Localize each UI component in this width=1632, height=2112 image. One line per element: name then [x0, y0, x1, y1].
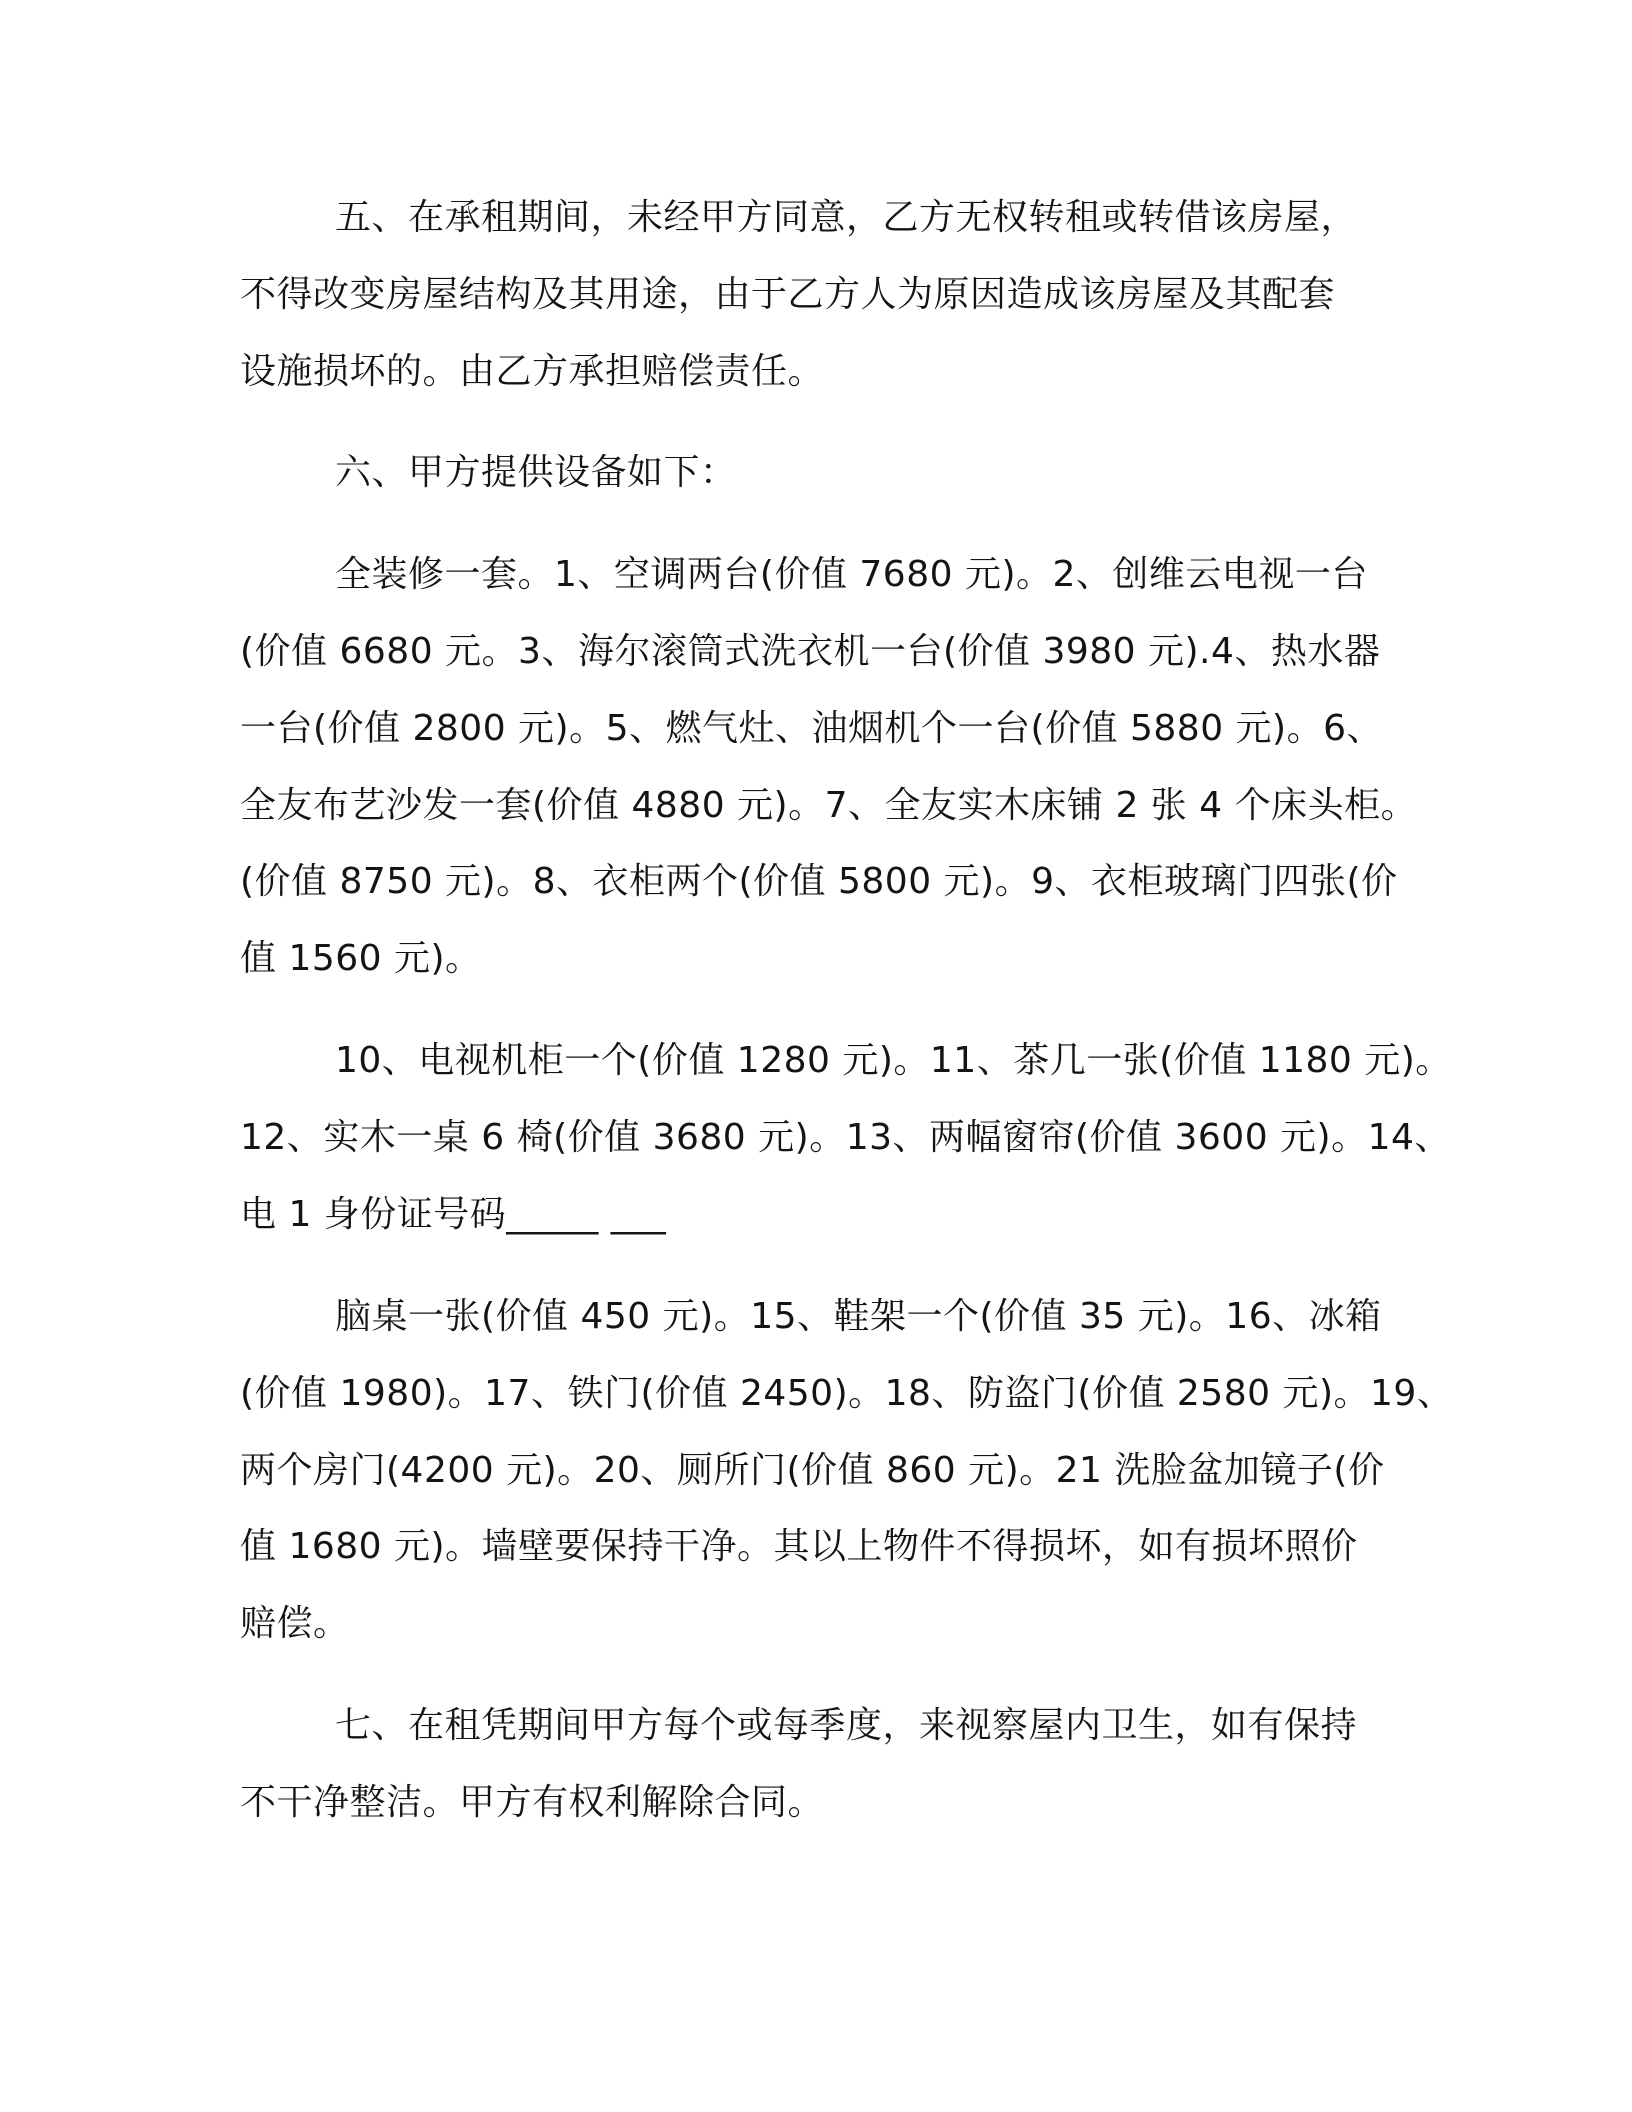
text-line: 不得改变房屋结构及其用途，由于乙方人为原因造成该房屋及其配套	[240, 274, 1336, 315]
text-line: 12、实木一桌 6 椅(价值 3680 元)。13、两幅窗帘(价值 3600 元)。14、	[240, 1117, 1451, 1158]
text-line: (价值 8750 元)。8、衣柜两个(价值 5800 元)。9、衣柜玻璃门四张(价	[240, 861, 1398, 902]
text-line: 六、甲方提供设备如下：	[335, 452, 737, 493]
text-line: 全装修一套。1、空调两台(价值 7680 元)。2、创维云电视一台	[335, 554, 1368, 595]
text-line: 全友布艺沙发一套(价值 4880 元)。7、全友实木床铺 2 张 4 个床头柜。	[240, 785, 1418, 826]
text-line: 七、在租凭期间甲方每个或每季度，来视察屋内卫生，如有保持	[335, 1705, 1358, 1746]
text-line: 一台(价值 2800 元)。5、燃气灶、油烟机个一台(价值 5880 元)。6、	[240, 708, 1383, 749]
text-line: 不干净整洁。甲方有权利解除合同。	[240, 1782, 825, 1823]
text-line: 五、在承租期间，未经甲方同意，乙方无权转租或转借该房屋，	[335, 197, 1358, 238]
text-line: 值 1560 元)。	[240, 938, 482, 979]
text-line: (价值 1980)。17、铁门(价值 2450)。18、防盗门(价值 2580 元)。19、	[240, 1373, 1454, 1414]
text-line: 设施损坏的。由乙方承担赔偿责任。	[240, 351, 825, 392]
text-line: 两个房门(4200 元)。20、厕所门(价值 860 元)。21 洗脸盆加镜子(价	[240, 1450, 1385, 1491]
text-line: (价值 6680 元。3、海尔滚筒式洗衣机一台(价值 3980 元).4、热水器	[240, 631, 1381, 672]
text-line: 脑桌一张(价值 450 元)。15、鞋架一个(价值 35 元)。16、冰箱	[335, 1296, 1382, 1337]
text-line: 值 1680 元)。墙壁要保持干净。其以上物件不得损坏，如有损坏照价	[240, 1526, 1358, 1567]
text-line: 赔偿。	[240, 1603, 350, 1644]
text-line: 10、电视机柜一个(价值 1280 元)。11、茶几一张(价值 1180 元)。	[335, 1040, 1452, 1081]
text-line: 电 1 身份证号码_____ ___	[240, 1194, 667, 1235]
